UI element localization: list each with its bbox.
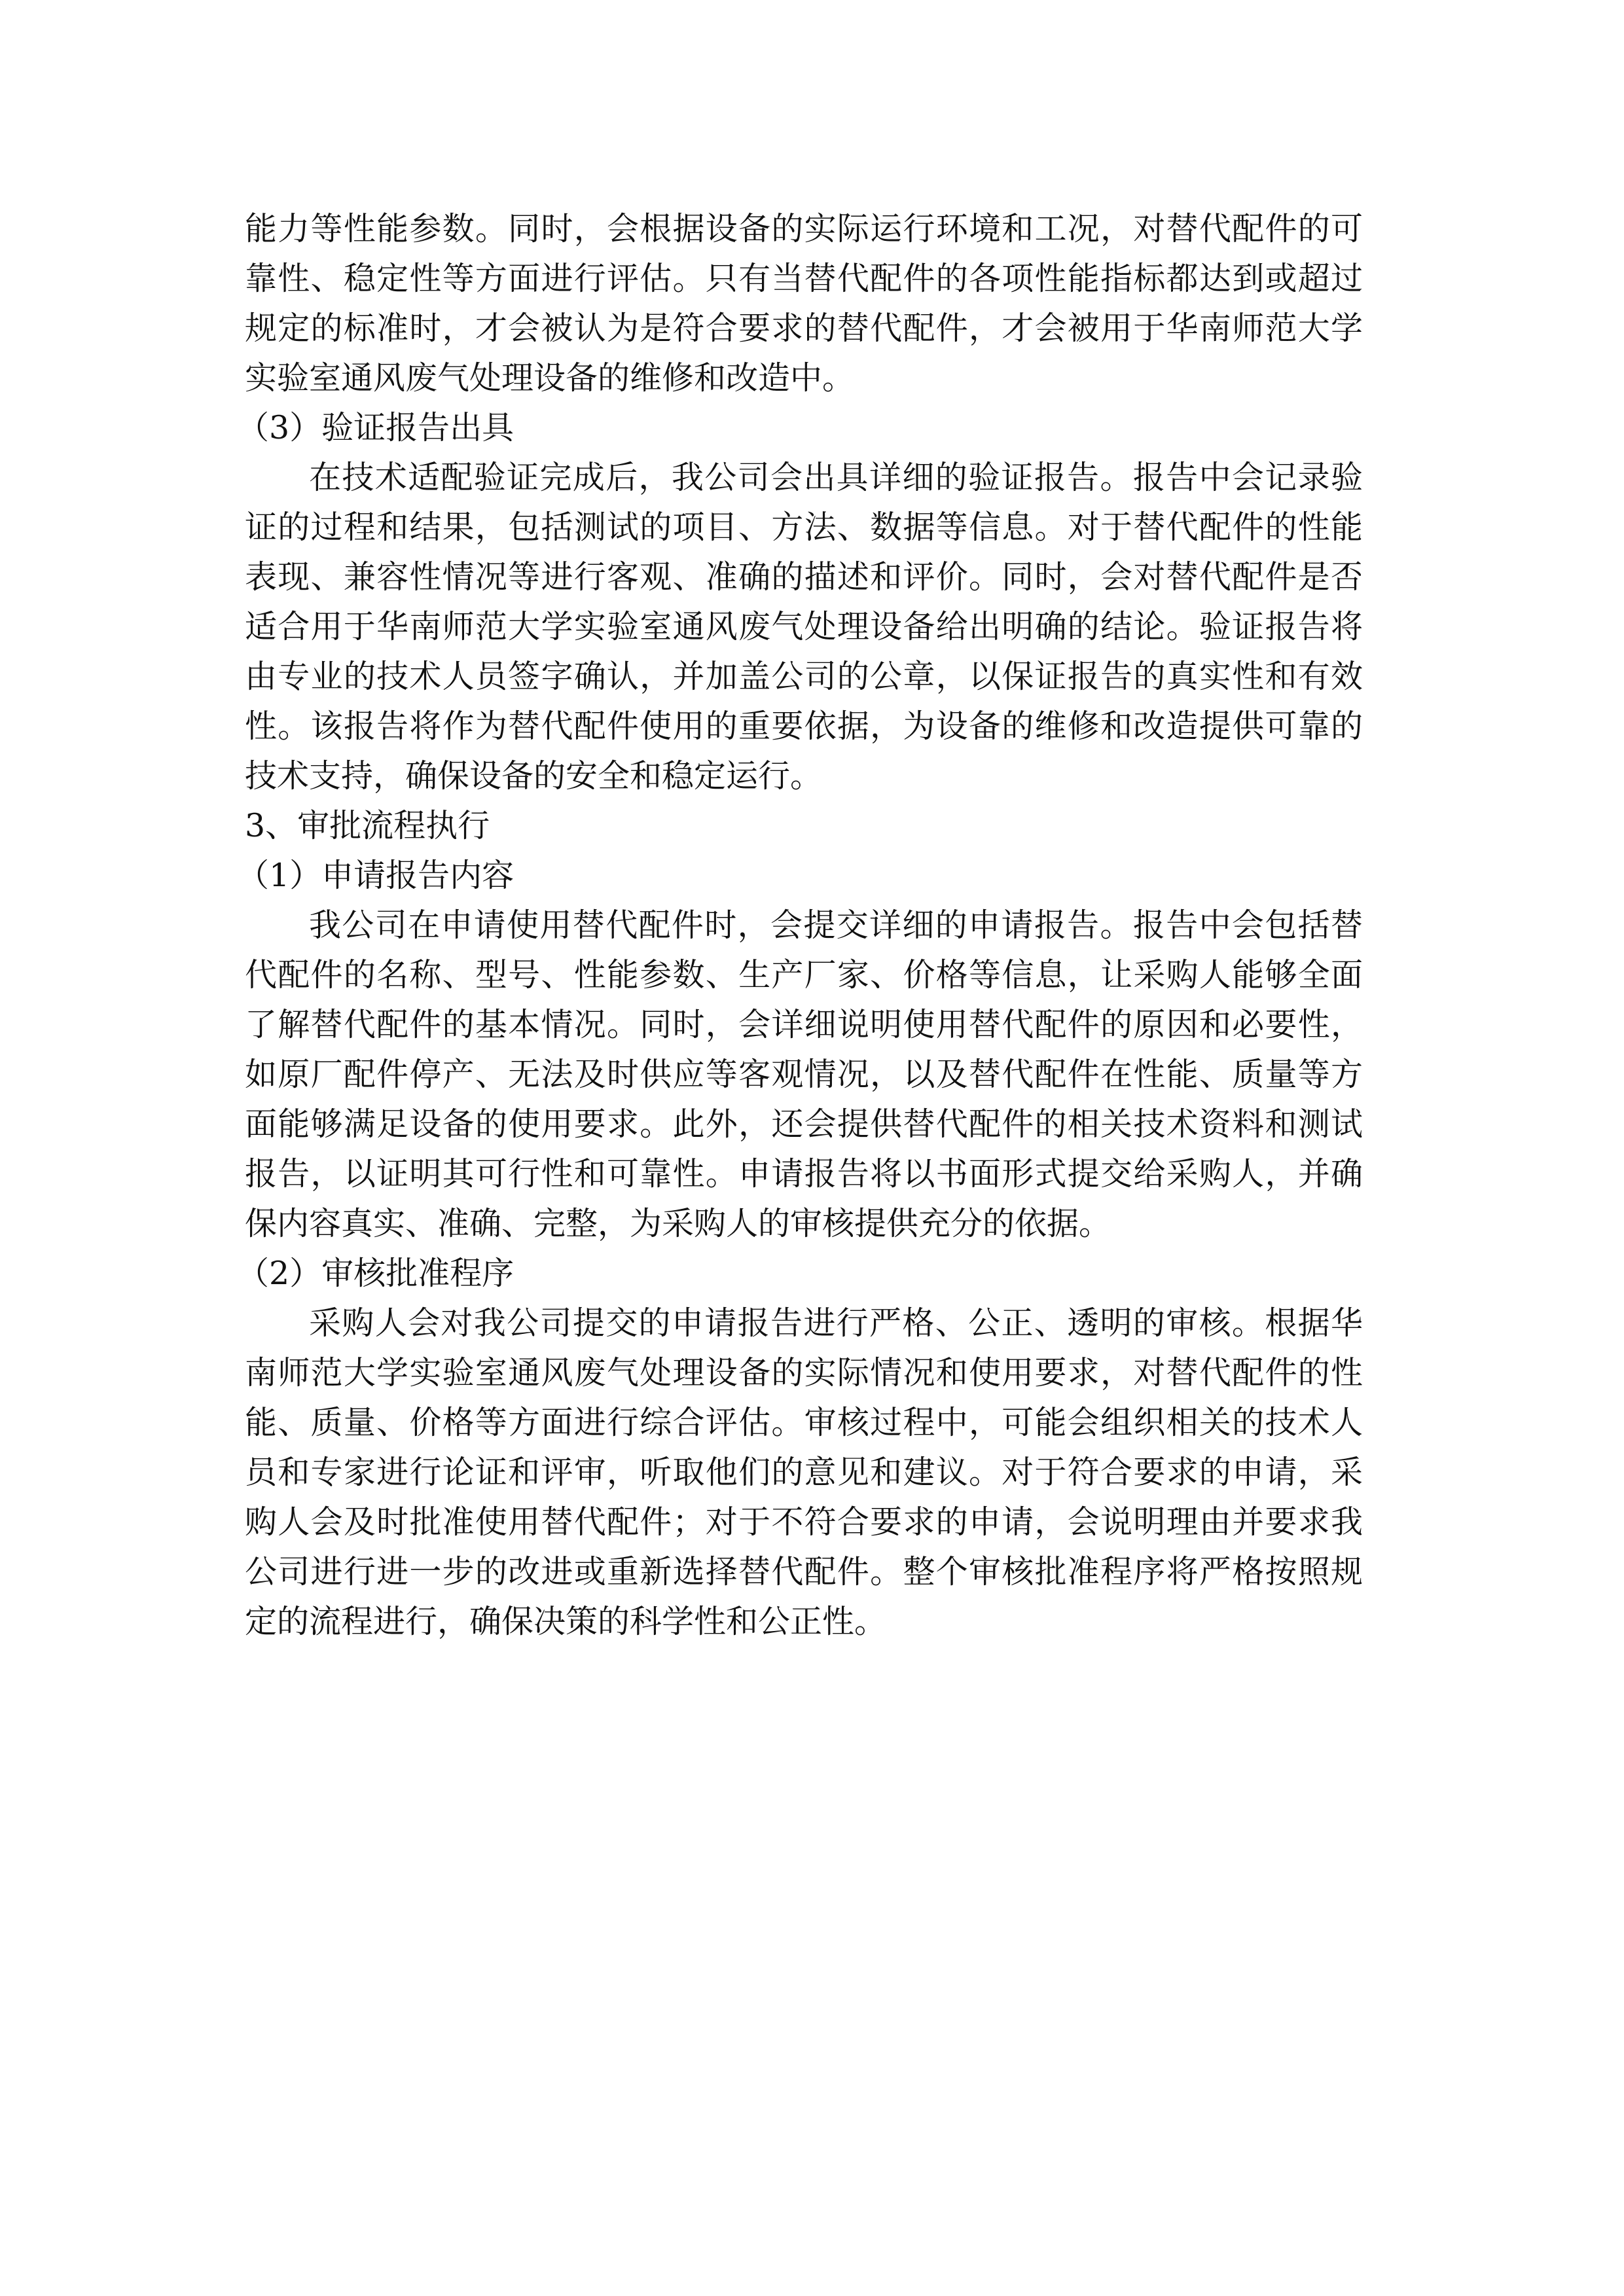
subheading-application-report: （1）申请报告内容 xyxy=(237,857,514,894)
subheading-verification-report: （3）验证报告出具 xyxy=(237,409,514,446)
paragraph-performance-evaluation: 能力等性能参数。同时，会根据设备的实际运行环境和工况，对替代配件的可靠性、稳定性等方面进行评估。只有当替代配件的各项性能指标都达到或超过规定的标准时，才会被认为是符合要求的替代配件，才会被用于华南师范大学实验室通风废气处理设备的维修和改造中。 xyxy=(245,210,1363,397)
subheading-review-approval: （2）审核批准程序 xyxy=(237,1255,514,1292)
paragraph-review-approval: 采购人会对我公司提交的申请报告进行严格、公正、透明的审核。根据华南师范大学实验室通风废气处理设备的实际情况和使用要求，对替代配件的性能、质量、价格等方面进行综合评估。审核过程中，可能会组织相关的技术人员和专家进行论证和评审，听取他们的意见和建议。对于符合要求的申请，采购人会及时批准使用替代配件；对于不符合要求的申请，会说明理由并要求我公司进行进一步的改进或重新选择替代配件。整个审核批准程序将严格按照规定的流程进行，确保决策的科学性和公正性。 xyxy=(245,1304,1363,1640)
section-heading-approval-process: 3、审批流程执行 xyxy=(245,807,490,844)
paragraph-verification-report: 在技术适配验证完成后，我公司会出具详细的验证报告。报告中会记录验证的过程和结果，包括测试的项目、方法、数据等信息。对于替代配件的性能表现、兼容性情况等进行客观、准确的描述和评价。同时，会对替代配件是否适合用于华南师范大学实验室通风废气处理设备给出明确的结论。验证报告将由专业的技术人员签字确认，并加盖公司的公章，以保证报告的真实性和有效性。该报告将作为替代配件使用的重要依据，为设备的维修和改造提供可靠的技术支持，确保设备的安全和稳定运行。 xyxy=(245,459,1363,795)
paragraph-application-report: 我公司在申请使用替代配件时，会提交详细的申请报告。报告中会包括替代配件的名称、型号、性能参数、生产厂家、价格等信息，让采购人能够全面了解替代配件的基本情况。同时，会详细说明使用替代配件的原因和必要性，如原厂配件停产、无法及时供应等客观情况，以及替代配件在性能、质量等方面能够满足设备的使用要求。此外，还会提供替代配件的相关技术资料和测试报告，以证明其可行性和可靠性。申请报告将以书面形式提交给采购人，并确保内容真实、准确、完整，为采购人的审核提供充分的依据。 xyxy=(245,906,1363,1242)
document-body xyxy=(237,204,1363,1647)
